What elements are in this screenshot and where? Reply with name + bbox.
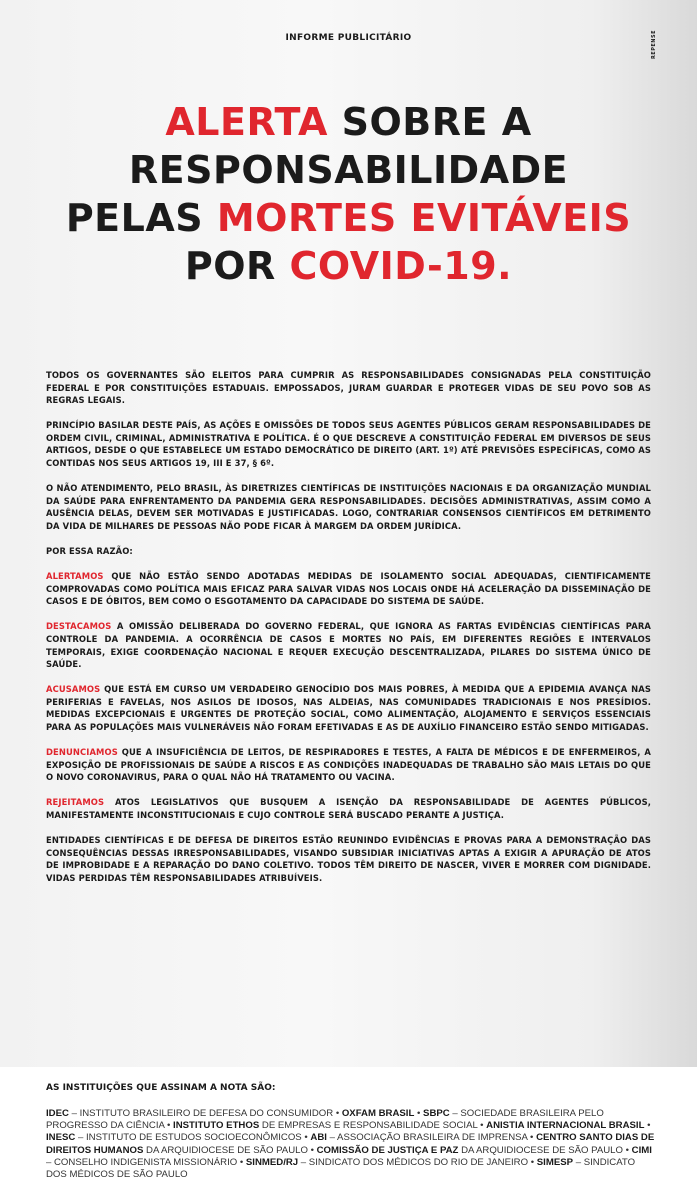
signer-name: IDEC	[46, 1108, 69, 1119]
signer-desc: DE EMPRESAS E RESPONSABILIDADE SOCIAL •	[259, 1120, 487, 1132]
keyword-rejeitamos: REJEITAMOS	[46, 797, 105, 808]
signer-desc: DA ARQUIDIOCESE DE SÃO PAULO •	[458, 1144, 632, 1156]
paragraph-destacamos-text: A OMISSÃO DELIBERADA DO GOVERNO FEDERAL, QUE IGNORA AS FARTAS EVIDÊNCIAS CIENTÍFICAS PARA CONTROLE DA PANDEMIA. A OCORRÊNCIA DE CASOS E MORTES NO PAÍS, EM DIFERENTES REGIÕES E INTERVALOS TEMPORAIS, EXIGE COORDENAÇÃO NACIONAL E REQUER EXECUÇÃO DESCENTRALIZADA, PILARES DO SISTEMA ÚNICO DE SAÚDE.	[46, 621, 651, 670]
headline-line-1	[0, 98, 697, 146]
signer-desc: •	[644, 1120, 651, 1132]
paragraph-rejeitamos-text: ATOS LEGISLATIVOS QUE BUSQUEM A ISENÇÃO DA RESPONSABILIDADE DE AGENTES PÚBLICOS, MANIFESTAMENTE INCONSTITUCIONAIS E CUJO CONTROLE SERÁ BUSCADO PERANTE A JUSTIÇA.	[46, 797, 651, 821]
signer-name: COMISSÃO DE JUSTIÇA E PAZ	[316, 1144, 459, 1156]
header-label: INFORME PUBLICITÁRIO	[285, 33, 412, 43]
signer-desc: DA ARQUIDIOCESE DE SÃO PAULO •	[143, 1144, 317, 1156]
paragraph-rejeitamos	[46, 796, 651, 821]
keyword-acusamos: ACUSAMOS	[46, 684, 101, 695]
headline-por: POR	[184, 244, 290, 288]
body-text	[46, 369, 651, 897]
headline-line-3	[0, 194, 697, 242]
signer-name: SINMED/RJ	[245, 1156, 299, 1168]
keyword-destacamos: DESTACAMOS	[46, 621, 112, 632]
keyword-denunciamos: DENUNCIAMOS	[46, 747, 118, 758]
signer-desc: •	[414, 1108, 424, 1119]
paragraph-destacamos	[46, 620, 651, 670]
signer-desc: – SOCIEDADE BRASILEIRA PELO PROGRESSO DA CIÊNCIA •	[46, 1108, 604, 1132]
signer-name: CENTRO SANTO DIAS DE DIREITOS HUMANOS	[46, 1132, 655, 1156]
signer-name: ABI	[310, 1132, 327, 1144]
paragraph-4: POR ESSA RAZÃO:	[46, 546, 133, 557]
headline-alerta: ALERTA	[165, 100, 328, 144]
paragraph-final: ENTIDADES CIENTÍFICAS E DE DEFESA DE DIREITOS ESTÃO REUNINDO EVIDÊNCIAS E PROVAS PARA A DEMONSTRAÇÃO DAS CONSEQUÊNCIAS DESSAS IRRESPONSABILIDADES, VISANDO SUBSIDIAR INICIATIVAS APTAS A EXIGIR A APURAÇÃO DE ATOS DE IMPROBIDADE E A REPARAÇÃO DO DANO COLETIVO. TODOS TÊM DIREITO DE NASCER, VIVER E MORRER COM DIGNIDADE. VIDAS PERDIDAS TÊM RESPONSABILIDADES ATRIBUÍVEIS.	[46, 835, 651, 883]
paragraph-1: TODOS OS GOVERNANTES SÃO ELEITOS PARA CUMPRIR AS RESPONSABILIDADES CONSIGNADAS PELA CONSTITUIÇÃO FEDERAL E POR CONSTITUIÇÕES ESTADUAIS. EMPOSSADOS, JURAM GUARDAR E PROTEGER VIDAS DE SEU POVO SOB AS REGRAS LEGAIS.	[46, 370, 651, 406]
signer-desc: – INSTITUTO DE ESTUDOS SOCIOECONÔMICOS •	[75, 1132, 311, 1144]
paragraph-denunciamos	[46, 746, 651, 784]
paragraph-2: PRINCÍPIO BASILAR DESTE PAÍS, AS AÇÕES E OMISSÕES DE TODOS SEUS AGENTES PÚBLICOS GERAM RESPONSABILIDADES DE ORDEM CIVIL, CRIMINAL, ADMINISTRATIVA E POLÍTICA. É O QUE DESCREVE A CONSTITUIÇÃO FEDERAL EM DIVERSOS DE SEUS ARTIGOS, DESDE O QUE ESTABELECE UM ESTADO DEMOCRÁTICO DE DIREITO (ART. 1º) ATÉ PREVISÕES ESPECÍFICAS, COMO AS CONTIDAS NOS SEUS ARTIGOS 19, III E 37, § 6º.	[46, 420, 651, 469]
paragraph-acusamos-text: QUE ESTÁ EM CURSO UM VERDADEIRO GENOCÍDIO DOS MAIS POBRES, À MEDIDA QUE A EPIDEMIA AVANÇA NAS PERIFERIAS E FAVELAS, NOS ASILOS DE IDOSOS, NAS ALDEIAS, NAS COMUNIDADES TRADICIONAIS E NOS PRESÍDIOS. MEDIDAS EXCEPCIONAIS E URGENTES DE PROTEÇÃO SOCIAL, COMO ALIMENTAÇÃO, ALOJAMENTO E SERVIÇOS ESSENCIAIS PARA AS POPULAÇÕES MAIS VULNERÁVEIS NÃO FORAM EFETIVADAS E AS DE AUXÍLIO FINANCEIRO ESTÃO SENDO MITIGADAS.	[46, 684, 651, 733]
signer-desc: – INSTITUTO BRASILEIRO DE DEFESA DO CONSUMIDOR •	[68, 1108, 342, 1119]
signer-desc: – ASSOCIAÇÃO BRASILEIRA DE IMPRENSA •	[326, 1132, 537, 1144]
signers-list	[46, 1108, 658, 1181]
headline-mortes: MORTES EVITÁVEIS	[216, 196, 632, 240]
signer-name: OXFAM BRASIL	[341, 1108, 415, 1119]
headline-pelas: PELAS	[65, 196, 217, 240]
signer-desc: – CONSELHO INDIGENISTA MISSIONÁRIO •	[46, 1156, 246, 1168]
signer-name: SBPC	[423, 1108, 450, 1119]
paragraph-acusamos	[46, 683, 651, 733]
signer-name: ANISTIA INTERNACIONAL BRASIL	[486, 1120, 645, 1132]
signer-desc: – SINDICATO DOS MÉDICOS DO RIO DE JANEIRO •	[298, 1156, 537, 1168]
headline	[0, 98, 697, 290]
signers-title: AS INSTITUIÇÕES QUE ASSINAM A NOTA SÃO:	[46, 1083, 276, 1093]
paragraph-alertamos	[46, 570, 651, 608]
signer-name: INESC	[46, 1132, 76, 1144]
agency-side-mark: REPENSE	[651, 30, 657, 60]
signer-name: SIMESP	[536, 1156, 574, 1168]
paragraph-3: O NÃO ATENDIMENTO, PELO BRASIL, ÀS DIRETRIZES CIENTÍFICAS DE INSTITUIÇÕES NACIONAIS E DA ORGANIZAÇÃO MUNDIAL DA SAÚDE PARA ENFRENTAMENTO DA PANDEMIA GERA RESPONSABILIDADES. DECISÕES ADMINISTRATIVAS, ASSIM COMO A AUSÊNCIA DELAS, DEVEM SER MOTIVADAS E JUSTIFICADAS. LOGO, CONTRARIAR CONSENSOS CIENTÍFICOS EM DETRIMENTO DA VIDA DE MILHARES DE PESSOAS NÃO PODE FICAR À MARGEM DA ORDEM JURÍDICA.	[46, 483, 651, 531]
paragraph-alertamos-text: QUE NÃO ESTÃO SENDO ADOTADAS MEDIDAS DE ISOLAMENTO SOCIAL ADEQUADAS, CIENTIFICAMENTE COMPROVADAS COMO POLÍTICA MAIS EFICAZ PARA SALVAR VIDAS NOS LOCAIS ONDE HÁ ACELERAÇÃO DA DISSEMINAÇÃO DE CASOS E DE ÓBITOS, BEM COMO O ESGOTAMENTO DA CAPACIDADE DO SISTEMA DE SAÚDE.	[46, 571, 651, 607]
keyword-alertamos: ALERTAMOS	[46, 571, 104, 582]
headline-sobre: SOBRE A	[327, 100, 532, 144]
headline-line-2: RESPONSABILIDADE	[128, 148, 569, 192]
signer-name: INSTITUTO ETHOS	[173, 1120, 260, 1132]
signer-desc: – SINDICATO DOS MÉDICOS DE SÃO PAULO	[46, 1156, 636, 1181]
headline-covid: COVID-19.	[289, 244, 513, 288]
signer-name: CIMI	[631, 1144, 652, 1156]
paragraph-denunciamos-text: QUE A INSUFICIÊNCIA DE LEITOS, DE RESPIRADORES E TESTES, A FALTA DE MÉDICOS E DE ENFERMEIROS, A EXPOSIÇÃO DE PROFISSIONAIS DE SAÚDE A RISCOS E AS CONDIÇÕES INADEQUADAS DE TRABALHO SÃO MAIS LETAIS DO QUE O NOVO CORONAVIRUS, PARA O QUAL NÃO HÁ TRATAMENTO OU VACINA.	[46, 747, 651, 783]
headline-line-4	[0, 242, 697, 290]
